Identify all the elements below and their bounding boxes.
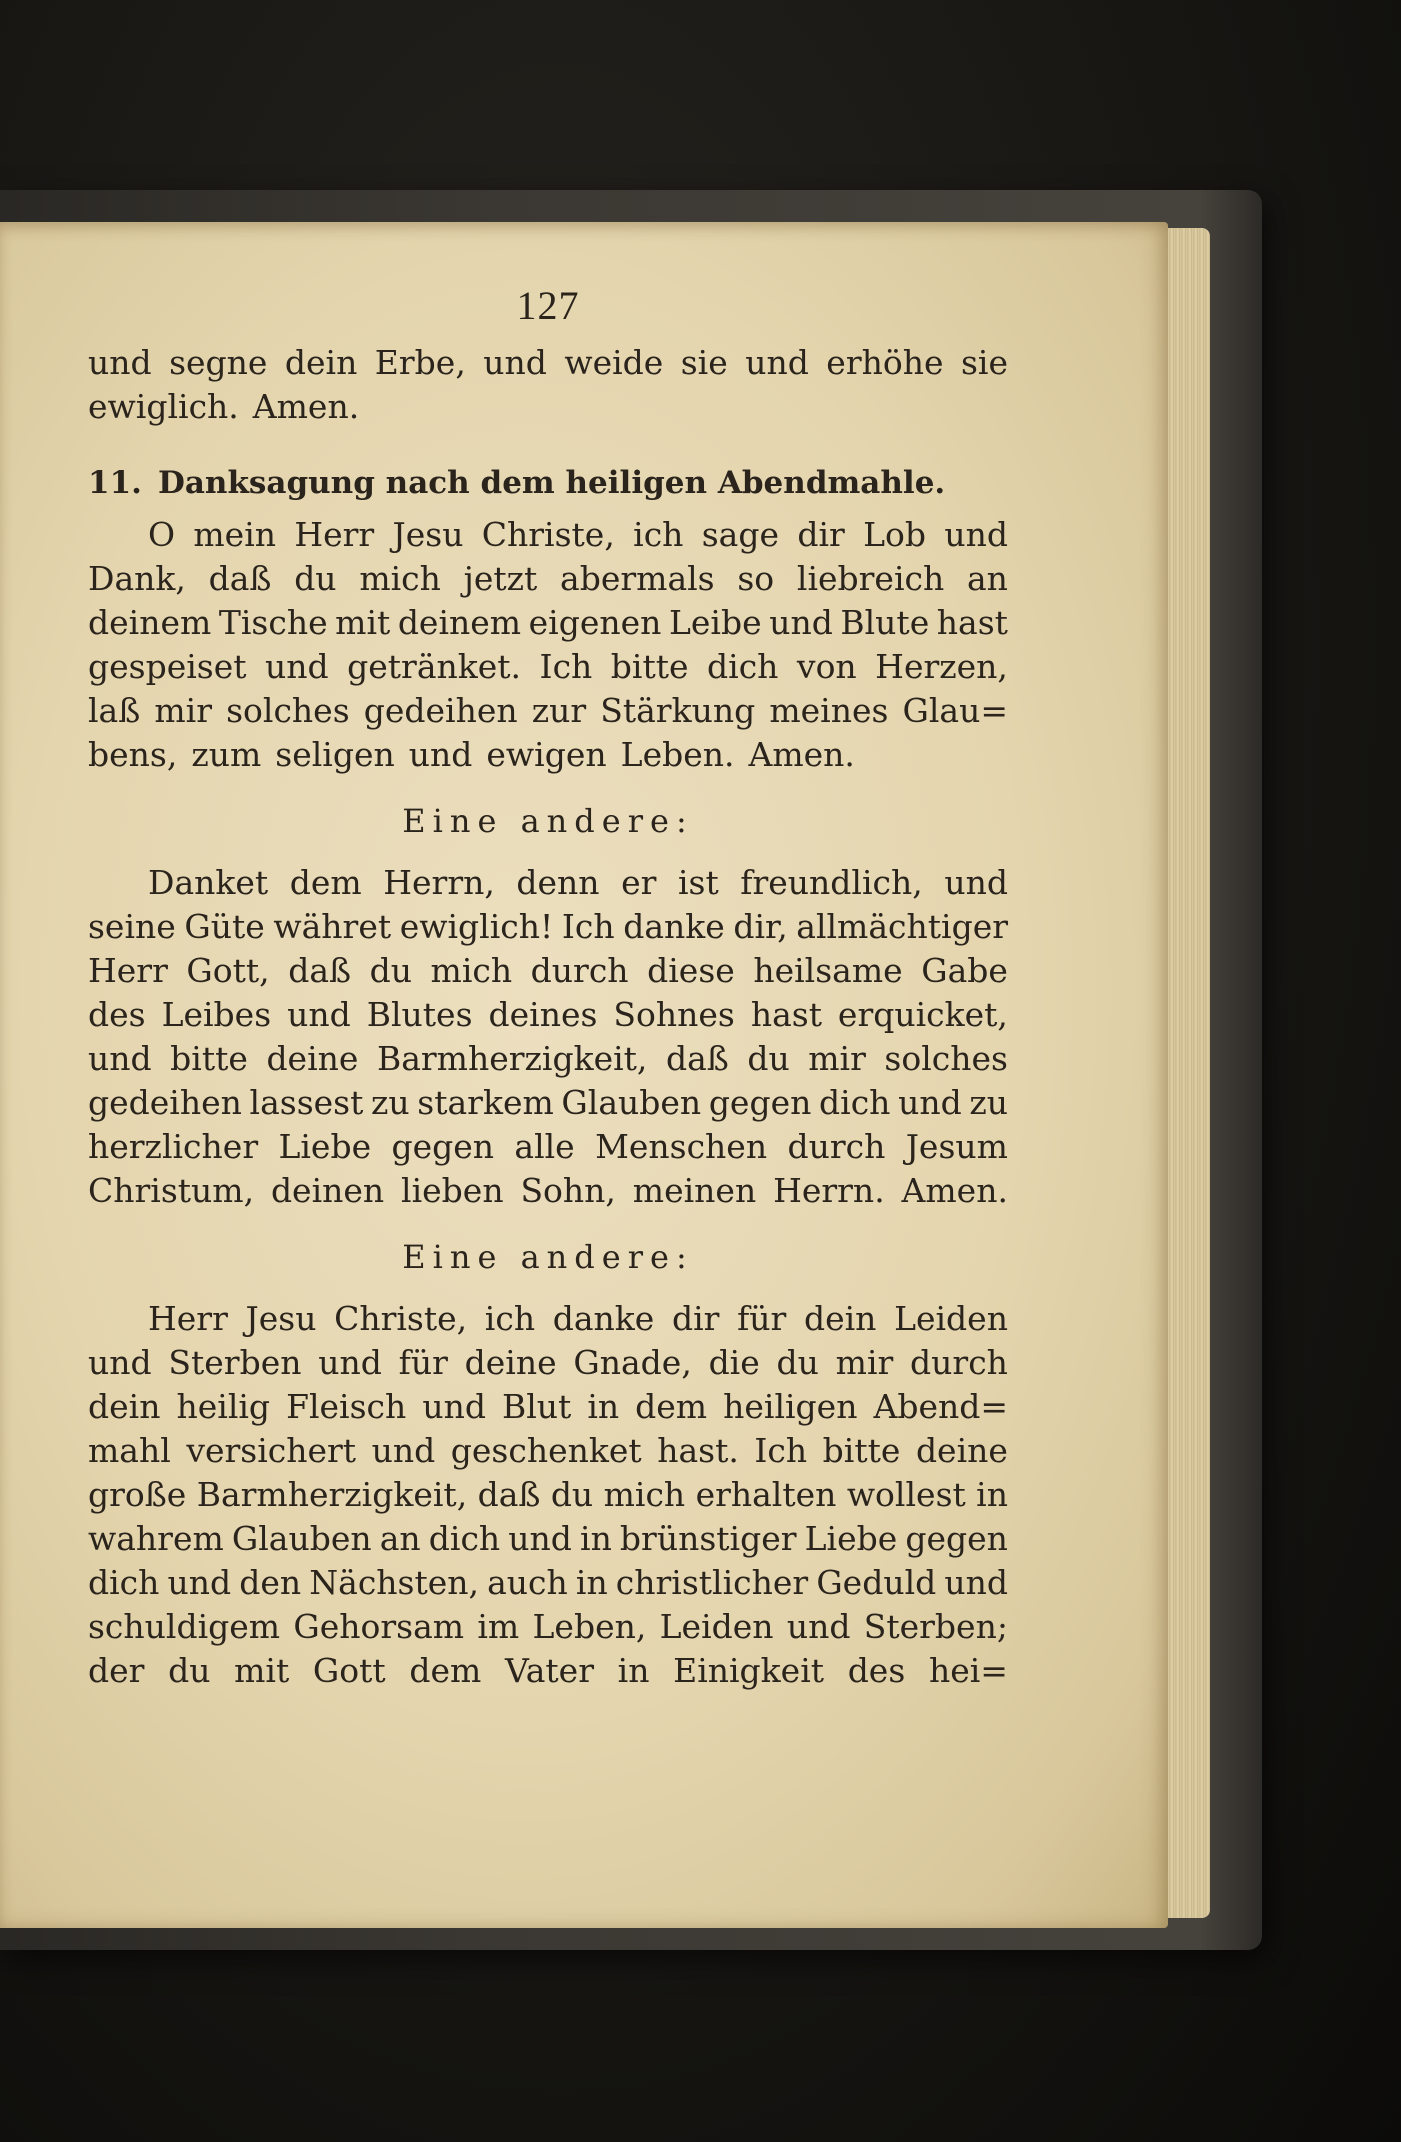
section-heading xyxy=(88,461,1008,505)
word: Menschen xyxy=(595,1127,768,1166)
word: Barmherzigkeit, xyxy=(376,1039,648,1078)
word: wahrem xyxy=(88,1519,224,1558)
word: christlicher xyxy=(615,1563,809,1602)
word: durch xyxy=(787,1127,886,1166)
page-text xyxy=(88,282,1008,1693)
word: eigenen xyxy=(528,603,662,642)
word: in xyxy=(575,1563,608,1602)
text-line xyxy=(88,1561,1008,1605)
word: Herzen, xyxy=(875,647,1008,686)
text-line xyxy=(88,1649,1008,1693)
word: du xyxy=(550,1475,594,1514)
word: sage xyxy=(701,515,780,554)
word: erhalten xyxy=(695,1475,837,1514)
word: dir xyxy=(671,1299,720,1338)
text-line xyxy=(88,385,1008,429)
word: solches xyxy=(226,691,350,730)
word: Abend= xyxy=(873,1387,1008,1426)
text-line xyxy=(88,1341,1008,1385)
word: mich xyxy=(603,1475,686,1514)
word: Barmherzigkeit, xyxy=(196,1475,468,1514)
word: Leben. xyxy=(620,735,735,774)
subheading: Eine andere: xyxy=(402,1238,694,1276)
word: an xyxy=(966,559,1008,598)
word: an xyxy=(379,1519,421,1558)
word: und xyxy=(265,647,329,686)
word: Jesu xyxy=(392,515,464,554)
text-line xyxy=(88,1517,1008,1561)
word: mein xyxy=(193,515,277,554)
word: bitte xyxy=(822,1431,901,1470)
word: danke xyxy=(623,907,725,946)
word: Jesum xyxy=(905,1127,1008,1166)
prayer-paragraph-2 xyxy=(88,861,1008,1213)
word: deine xyxy=(266,1039,359,1078)
word: und xyxy=(88,343,152,382)
word: und xyxy=(88,1343,152,1382)
text-line xyxy=(88,645,1008,689)
word: mit xyxy=(234,1651,290,1690)
word: und xyxy=(944,515,1008,554)
word: diese xyxy=(647,951,735,990)
text-line xyxy=(88,905,1008,949)
word: Lob xyxy=(863,515,927,554)
word: Sterben xyxy=(168,1343,302,1382)
word: deinem xyxy=(88,603,212,642)
word: Gnade, xyxy=(573,1343,692,1382)
word: und xyxy=(944,1563,1008,1602)
word: die xyxy=(708,1343,760,1382)
word: Dank, xyxy=(88,559,186,598)
word: daß xyxy=(288,951,352,990)
word: dich xyxy=(707,647,779,686)
word: versichert xyxy=(186,1431,357,1470)
text-line xyxy=(88,689,1008,733)
section-title: Danksagung nach dem heiligen Abendmahle. xyxy=(157,465,946,501)
word: du xyxy=(294,559,337,598)
word: den xyxy=(239,1563,302,1602)
word: Jesu xyxy=(245,1299,317,1338)
text-line xyxy=(88,733,1008,777)
word: in xyxy=(976,1475,1008,1514)
word: Herr xyxy=(148,1299,228,1338)
word: gegen xyxy=(391,1127,495,1166)
word: und xyxy=(769,603,833,642)
word: dir, xyxy=(733,907,788,946)
word: Liebe xyxy=(804,1519,898,1558)
word: hast xyxy=(936,603,1008,642)
word: sie xyxy=(680,343,728,382)
word: von xyxy=(796,647,857,686)
word: dein xyxy=(284,343,358,382)
word: Amen. xyxy=(901,1171,1008,1210)
word: heiligen xyxy=(723,1387,858,1426)
word: auch xyxy=(487,1563,568,1602)
word: herzlicher xyxy=(88,1127,259,1166)
word: und xyxy=(786,1607,851,1646)
text-line xyxy=(88,1297,1008,1341)
word: Ich xyxy=(754,1431,808,1470)
word: dir xyxy=(797,515,845,554)
word: erhöhe xyxy=(826,343,944,382)
word: Christum, xyxy=(88,1171,255,1210)
word: Sohnes xyxy=(613,995,735,1034)
text-line xyxy=(88,1037,1008,1081)
text-line xyxy=(88,601,1008,645)
word: dich xyxy=(819,1083,891,1122)
word: deine xyxy=(915,1431,1008,1470)
word: allmächtiger xyxy=(796,907,1008,946)
word: seine xyxy=(88,907,176,946)
word: Herr xyxy=(294,515,375,554)
word: währet xyxy=(273,907,392,946)
word: denn xyxy=(516,863,600,902)
word: und xyxy=(422,1387,486,1426)
text-line xyxy=(88,861,1008,905)
word: zur xyxy=(531,691,587,730)
word: dein xyxy=(88,1387,161,1426)
word: solches xyxy=(884,1039,1008,1078)
word: Vater xyxy=(504,1651,594,1690)
word: bens, xyxy=(88,735,178,774)
word: bitte xyxy=(170,1039,248,1078)
word: ewigen xyxy=(486,735,607,774)
word: mahl xyxy=(88,1431,171,1470)
word: mir xyxy=(808,1039,866,1078)
word: Erbe, xyxy=(374,343,466,382)
word: Einigkeit xyxy=(673,1651,825,1690)
word: deinem xyxy=(397,603,522,642)
word: Gabe xyxy=(921,951,1008,990)
word: Danket xyxy=(148,863,269,902)
word: brünstiger xyxy=(619,1519,797,1558)
word: segne xyxy=(169,343,268,382)
word: gespeiset xyxy=(88,647,247,686)
word: seligen xyxy=(275,735,395,774)
word: Ich xyxy=(539,647,593,686)
word: lieben xyxy=(401,1171,504,1210)
word: erquicket, xyxy=(837,995,1008,1034)
word: und xyxy=(318,1343,382,1382)
word: deine xyxy=(464,1343,557,1382)
text-line xyxy=(88,1169,1008,1213)
word: zu xyxy=(969,1083,1008,1122)
word: laß xyxy=(88,691,141,730)
word: gegen xyxy=(708,1083,812,1122)
word: Sterben; xyxy=(863,1607,1008,1646)
text-line xyxy=(88,1605,1008,1649)
word: Leiden xyxy=(659,1607,774,1646)
word: freundlich, xyxy=(740,863,923,902)
word: daß xyxy=(208,559,272,598)
word: Herr xyxy=(88,951,168,990)
word: des xyxy=(847,1651,906,1690)
word: Leiden xyxy=(894,1299,1008,1338)
word: ich xyxy=(484,1299,536,1338)
word: wollest xyxy=(846,1475,966,1514)
intro-paragraph xyxy=(88,341,1008,429)
word: im xyxy=(477,1607,520,1646)
prayer-paragraph-3 xyxy=(88,1297,1008,1693)
word: jetzt xyxy=(463,559,538,598)
word: der xyxy=(88,1651,145,1690)
word: dem xyxy=(289,863,362,902)
word: Herrn. xyxy=(773,1171,885,1210)
text-line xyxy=(88,993,1008,1037)
word: zu xyxy=(371,1083,410,1122)
word: er xyxy=(621,863,657,902)
word: und xyxy=(898,1083,962,1122)
word: mir xyxy=(835,1343,894,1382)
word: Herrn, xyxy=(383,863,495,902)
word: zum xyxy=(191,735,262,774)
word: Glauben xyxy=(561,1083,702,1122)
word: mir xyxy=(154,691,212,730)
word: Ich xyxy=(561,907,615,946)
word: ewiglich! xyxy=(399,907,554,946)
word: sie xyxy=(960,343,1008,382)
word: mit xyxy=(335,603,391,642)
word: für xyxy=(398,1343,448,1382)
word: ich xyxy=(633,515,684,554)
word: getränket. xyxy=(347,647,522,686)
word: meinen xyxy=(632,1171,757,1210)
word: und xyxy=(745,343,809,382)
word: Leibe xyxy=(668,603,762,642)
word: Christe, xyxy=(334,1299,468,1338)
word: in xyxy=(580,1519,612,1558)
text-line xyxy=(88,1429,1008,1473)
word: Geduld xyxy=(816,1563,937,1602)
word: und xyxy=(483,343,547,382)
word: dich xyxy=(88,1563,160,1602)
word: abermals xyxy=(560,559,715,598)
word: Liebe xyxy=(278,1127,372,1166)
text-line xyxy=(88,1385,1008,1429)
word: alle xyxy=(514,1127,575,1166)
text-line xyxy=(88,341,1008,385)
word: Gehorsam xyxy=(293,1607,465,1646)
word: deines xyxy=(488,995,598,1034)
word: meines xyxy=(769,691,889,730)
word: durch xyxy=(910,1343,1008,1382)
text-line xyxy=(88,557,1008,601)
word: lassest xyxy=(249,1083,364,1122)
word: liebreich xyxy=(796,559,945,598)
word: heilig xyxy=(176,1387,271,1426)
word: Christe, xyxy=(481,515,615,554)
text-line xyxy=(88,1473,1008,1517)
word: daß xyxy=(665,1039,729,1078)
text-line xyxy=(88,949,1008,993)
word: schuldigem xyxy=(88,1607,281,1646)
word: hei= xyxy=(928,1651,1008,1690)
word: Sohn, xyxy=(520,1171,616,1210)
word: daß xyxy=(477,1475,541,1514)
word: Amen. xyxy=(748,735,855,774)
word: dein xyxy=(803,1299,877,1338)
word: bitte xyxy=(610,647,689,686)
word: du xyxy=(747,1039,790,1078)
word: mich xyxy=(430,951,513,990)
word: und xyxy=(508,1519,572,1558)
word: und xyxy=(408,735,473,774)
word: durch xyxy=(530,951,629,990)
word: Glauben xyxy=(231,1519,372,1558)
word: du xyxy=(369,951,412,990)
word: des xyxy=(88,995,146,1034)
word: Gott xyxy=(312,1651,386,1690)
word: gedeihen xyxy=(88,1083,242,1122)
word: und xyxy=(167,1563,232,1602)
word: hast xyxy=(750,995,822,1034)
word: Nächsten, xyxy=(309,1563,480,1602)
word: Leibes xyxy=(161,995,272,1034)
word: mich xyxy=(359,559,441,598)
word: gegen xyxy=(905,1519,1008,1558)
text-line xyxy=(88,513,1008,557)
word: dich xyxy=(428,1519,501,1558)
word: geschenket xyxy=(450,1431,642,1470)
word: und xyxy=(371,1431,436,1470)
word: Tische xyxy=(218,603,328,642)
word: Gott, xyxy=(186,951,270,990)
word: große xyxy=(88,1475,187,1514)
word: in xyxy=(587,1387,620,1426)
book-page xyxy=(0,222,1168,1928)
text-line xyxy=(88,1081,1008,1125)
subheading: Eine andere: xyxy=(402,802,694,840)
text-line xyxy=(88,1125,1008,1169)
word: Blute xyxy=(840,603,930,642)
word: Blut xyxy=(501,1387,572,1426)
word: ist xyxy=(677,863,719,902)
word: gedeihen xyxy=(363,691,518,730)
word: Glau= xyxy=(902,691,1008,730)
word: Fleisch xyxy=(286,1387,407,1426)
word: du xyxy=(168,1651,211,1690)
prayer-paragraph-1 xyxy=(88,513,1008,777)
word: und xyxy=(88,1039,152,1078)
word: hast. xyxy=(657,1431,739,1470)
word: Amen. xyxy=(252,387,360,426)
word: und xyxy=(287,995,351,1034)
word: O xyxy=(148,515,176,554)
word: Leben, xyxy=(532,1607,647,1646)
word: deinen xyxy=(270,1171,385,1210)
word: weide xyxy=(564,343,664,382)
word: Stärkung xyxy=(600,691,756,730)
page-number: 127 xyxy=(516,283,580,328)
word: für xyxy=(737,1299,787,1338)
word: ewiglich. xyxy=(88,387,239,426)
word: in xyxy=(617,1651,650,1690)
word: Blutes xyxy=(366,995,473,1034)
word: dem xyxy=(635,1387,708,1426)
word: so xyxy=(737,559,775,598)
word: danke xyxy=(552,1299,655,1338)
word: dem xyxy=(409,1651,482,1690)
word: Güte xyxy=(184,907,265,946)
section-number: 11. xyxy=(88,465,142,501)
word: du xyxy=(776,1343,819,1382)
word: starkem xyxy=(417,1083,554,1122)
word: heilsame xyxy=(753,951,903,990)
word: und xyxy=(944,863,1008,902)
